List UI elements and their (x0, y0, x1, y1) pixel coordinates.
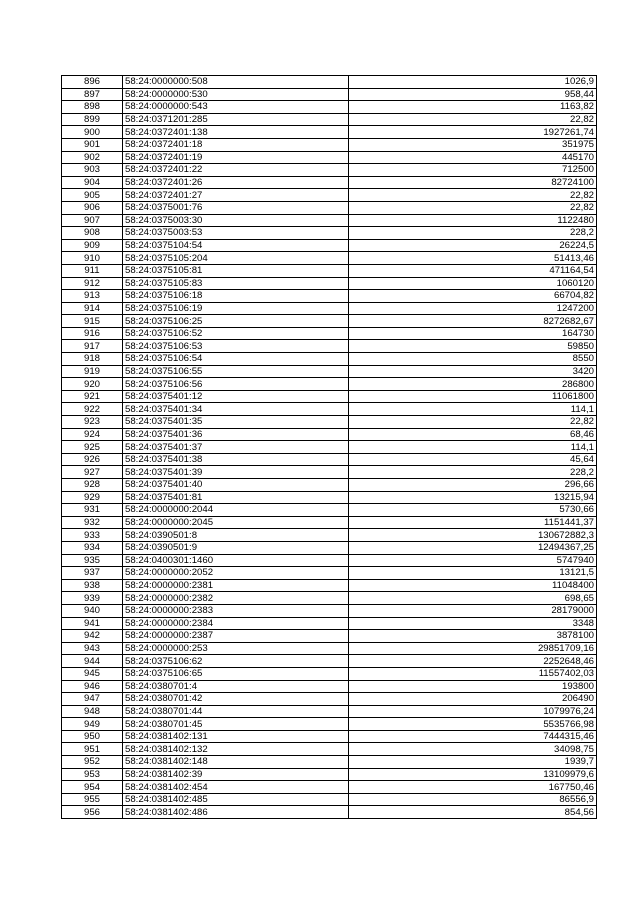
table-row (62, 441, 597, 454)
table-row (62, 718, 597, 731)
cadastral-number-cell: 58:24:0375106:18 (123, 290, 349, 303)
cadastral-number-cell: 58:24:0380701:42 (123, 693, 349, 706)
cadastral-number-cell: 58:24:0000000:2045 (123, 516, 349, 529)
cadastral-number-cell: 58:24:0372401:19 (123, 151, 349, 164)
value-cell: 29851709,16 (349, 642, 597, 655)
cadastral-number-cell: 58:24:0381402:131 (123, 730, 349, 743)
value-cell: 34098,75 (349, 743, 597, 756)
row-number-cell: 904 (62, 176, 123, 189)
row-number-cell: 950 (62, 730, 123, 743)
cadastral-number-cell: 58:24:0371201:285 (123, 113, 349, 126)
value-cell: 1079976,24 (349, 705, 597, 718)
table-row (62, 781, 597, 794)
cadastral-number-cell: 58:24:0381402:485 (123, 793, 349, 806)
cadastral-number-cell: 58:24:0375106:19 (123, 302, 349, 315)
value-cell: 1122480 (349, 214, 597, 227)
cadastral-number-cell: 58:24:0375106:53 (123, 340, 349, 353)
value-cell: 167750,46 (349, 781, 597, 794)
cadastral-number-cell: 58:24:0000000:508 (123, 76, 349, 89)
row-number-cell: 921 (62, 390, 123, 403)
value-cell: 1026,9 (349, 76, 597, 89)
value-cell: 45,64 (349, 453, 597, 466)
row-number-cell: 949 (62, 718, 123, 731)
table-row (62, 541, 597, 554)
row-number-cell: 951 (62, 743, 123, 756)
row-number-cell: 948 (62, 705, 123, 718)
row-number-cell: 907 (62, 214, 123, 227)
value-cell: 1163,82 (349, 101, 597, 114)
table-row (62, 302, 597, 315)
row-number-cell: 900 (62, 126, 123, 139)
row-number-cell: 956 (62, 806, 123, 819)
cadastral-number-cell: 58:24:0000000:2384 (123, 617, 349, 630)
row-number-cell: 944 (62, 655, 123, 668)
value-cell: 1939,7 (349, 756, 597, 769)
table-body (62, 76, 597, 819)
value-cell: 8550 (349, 353, 597, 366)
cadastral-number-cell: 58:24:0381402:454 (123, 781, 349, 794)
cadastral-number-cell: 58:24:0375106:56 (123, 378, 349, 391)
cadastral-number-cell: 58:24:0000000:253 (123, 642, 349, 655)
cadastral-table-page (61, 75, 597, 819)
cadastral-number-cell: 58:24:0375401:39 (123, 466, 349, 479)
table-row (62, 214, 597, 227)
table-row (62, 504, 597, 517)
row-number-cell: 925 (62, 441, 123, 454)
value-cell: 22,82 (349, 189, 597, 202)
table-row (62, 290, 597, 303)
value-cell: 228,2 (349, 227, 597, 240)
cadastral-number-cell: 58:24:0375401:36 (123, 428, 349, 441)
cadastral-number-cell: 58:24:0375401:40 (123, 479, 349, 492)
row-number-cell: 902 (62, 151, 123, 164)
cadastral-number-cell: 58:24:0381402:148 (123, 756, 349, 769)
value-cell: 114,1 (349, 403, 597, 416)
value-cell: 958,44 (349, 88, 597, 101)
cadastral-number-cell: 58:24:0000000:2381 (123, 579, 349, 592)
row-number-cell: 906 (62, 201, 123, 214)
value-cell: 12494367,25 (349, 541, 597, 554)
value-cell: 59850 (349, 340, 597, 353)
value-cell: 193800 (349, 680, 597, 693)
cadastral-number-cell: 58:24:0375001:76 (123, 201, 349, 214)
value-cell: 1060120 (349, 277, 597, 290)
row-number-cell: 918 (62, 353, 123, 366)
table-row (62, 655, 597, 668)
cadastral-number-cell: 58:24:0375401:34 (123, 403, 349, 416)
table-row (62, 189, 597, 202)
table-row (62, 403, 597, 416)
row-number-cell: 947 (62, 693, 123, 706)
row-number-cell: 931 (62, 504, 123, 517)
row-number-cell: 911 (62, 264, 123, 277)
table-row (62, 554, 597, 567)
value-cell: 1927261,74 (349, 126, 597, 139)
row-number-cell: 934 (62, 541, 123, 554)
table-row (62, 88, 597, 101)
row-number-cell: 909 (62, 239, 123, 252)
cadastral-number-cell: 58:24:0372401:18 (123, 138, 349, 151)
cadastral-number-cell: 58:24:0000000:2382 (123, 592, 349, 605)
row-number-cell: 943 (62, 642, 123, 655)
row-number-cell: 927 (62, 466, 123, 479)
cadastral-value-table (61, 75, 597, 819)
table-row (62, 491, 597, 504)
row-number-cell: 954 (62, 781, 123, 794)
cadastral-number-cell: 58:24:0380701:45 (123, 718, 349, 731)
table-row (62, 176, 597, 189)
table-row (62, 126, 597, 139)
value-cell: 3348 (349, 617, 597, 630)
row-number-cell: 896 (62, 76, 123, 89)
value-cell: 286800 (349, 378, 597, 391)
row-number-cell: 938 (62, 579, 123, 592)
value-cell: 1247200 (349, 302, 597, 315)
value-cell: 68,46 (349, 428, 597, 441)
table-row (62, 252, 597, 265)
cadastral-number-cell: 58:24:0381402:39 (123, 768, 349, 781)
row-number-cell: 914 (62, 302, 123, 315)
table-row (62, 378, 597, 391)
row-number-cell: 916 (62, 327, 123, 340)
row-number-cell: 905 (62, 189, 123, 202)
table-row (62, 529, 597, 542)
table-row (62, 277, 597, 290)
table-row (62, 138, 597, 151)
table-row (62, 693, 597, 706)
cadastral-number-cell: 58:24:0375106:54 (123, 353, 349, 366)
table-row (62, 705, 597, 718)
table-row (62, 516, 597, 529)
table-row (62, 604, 597, 617)
row-number-cell: 923 (62, 416, 123, 429)
value-cell: 3878100 (349, 630, 597, 643)
value-cell: 206490 (349, 693, 597, 706)
table-row (62, 592, 597, 605)
row-number-cell: 928 (62, 479, 123, 492)
row-number-cell: 937 (62, 567, 123, 580)
table-row (62, 453, 597, 466)
cadastral-number-cell: 58:24:0000000:543 (123, 101, 349, 114)
row-number-cell: 922 (62, 403, 123, 416)
value-cell: 164730 (349, 327, 597, 340)
cadastral-number-cell: 58:24:0000000:2044 (123, 504, 349, 517)
value-cell: 114,1 (349, 441, 597, 454)
value-cell: 11048400 (349, 579, 597, 592)
table-row (62, 101, 597, 114)
row-number-cell: 941 (62, 617, 123, 630)
cadastral-number-cell: 58:24:0375401:81 (123, 491, 349, 504)
cadastral-number-cell: 58:24:0381402:132 (123, 743, 349, 756)
table-row (62, 340, 597, 353)
value-cell: 22,82 (349, 201, 597, 214)
cadastral-number-cell: 58:24:0000000:2383 (123, 604, 349, 617)
table-row (62, 479, 597, 492)
value-cell: 5730,66 (349, 504, 597, 517)
cadastral-number-cell: 58:24:0375003:53 (123, 227, 349, 240)
value-cell: 11557402,03 (349, 667, 597, 680)
table-row (62, 680, 597, 693)
cadastral-number-cell: 58:24:0380701:4 (123, 680, 349, 693)
cadastral-number-cell: 58:24:0375106:62 (123, 655, 349, 668)
cadastral-number-cell: 58:24:0375106:55 (123, 365, 349, 378)
table-row (62, 76, 597, 89)
row-number-cell: 952 (62, 756, 123, 769)
row-number-cell: 926 (62, 453, 123, 466)
value-cell: 445170 (349, 151, 597, 164)
cadastral-number-cell: 58:24:0000000:530 (123, 88, 349, 101)
table-row (62, 466, 597, 479)
cadastral-number-cell: 58:24:0375105:81 (123, 264, 349, 277)
table-row (62, 113, 597, 126)
cadastral-number-cell: 58:24:0372401:26 (123, 176, 349, 189)
value-cell: 2252648,46 (349, 655, 597, 668)
value-cell: 7444315,46 (349, 730, 597, 743)
table-row (62, 667, 597, 680)
table-row (62, 617, 597, 630)
table-row (62, 151, 597, 164)
table-row (62, 756, 597, 769)
value-cell: 13121,5 (349, 567, 597, 580)
table-row (62, 768, 597, 781)
value-cell: 66704,82 (349, 290, 597, 303)
cadastral-number-cell: 58:24:0372401:27 (123, 189, 349, 202)
value-cell: 3420 (349, 365, 597, 378)
value-cell: 471164,54 (349, 264, 597, 277)
row-number-cell: 940 (62, 604, 123, 617)
value-cell: 28179000 (349, 604, 597, 617)
cadastral-number-cell: 58:24:0390501:8 (123, 529, 349, 542)
row-number-cell: 899 (62, 113, 123, 126)
cadastral-number-cell: 58:24:0380701:44 (123, 705, 349, 718)
row-number-cell: 933 (62, 529, 123, 542)
row-number-cell: 919 (62, 365, 123, 378)
table-row (62, 315, 597, 328)
cadastral-number-cell: 58:24:0375003:30 (123, 214, 349, 227)
table-row (62, 227, 597, 240)
value-cell: 1151441,37 (349, 516, 597, 529)
cadastral-number-cell: 58:24:0372401:138 (123, 126, 349, 139)
cadastral-number-cell: 58:24:0390501:9 (123, 541, 349, 554)
row-number-cell: 939 (62, 592, 123, 605)
row-number-cell: 910 (62, 252, 123, 265)
row-number-cell: 932 (62, 516, 123, 529)
row-number-cell: 898 (62, 101, 123, 114)
table-row (62, 264, 597, 277)
table-row (62, 743, 597, 756)
table-row (62, 390, 597, 403)
table-row (62, 327, 597, 340)
cadastral-number-cell: 58:24:0372401:22 (123, 164, 349, 177)
cadastral-number-cell: 58:24:0400301:1460 (123, 554, 349, 567)
table-row (62, 806, 597, 819)
value-cell: 854,56 (349, 806, 597, 819)
value-cell: 712500 (349, 164, 597, 177)
value-cell: 82724100 (349, 176, 597, 189)
value-cell: 86556,9 (349, 793, 597, 806)
table-row (62, 567, 597, 580)
row-number-cell: 901 (62, 138, 123, 151)
table-row (62, 416, 597, 429)
row-number-cell: 955 (62, 793, 123, 806)
value-cell: 8272682,67 (349, 315, 597, 328)
value-cell: 228,2 (349, 466, 597, 479)
row-number-cell: 912 (62, 277, 123, 290)
value-cell: 11061800 (349, 390, 597, 403)
value-cell: 351975 (349, 138, 597, 151)
row-number-cell: 929 (62, 491, 123, 504)
cadastral-number-cell: 58:24:0381402:486 (123, 806, 349, 819)
row-number-cell: 935 (62, 554, 123, 567)
row-number-cell: 924 (62, 428, 123, 441)
row-number-cell: 942 (62, 630, 123, 643)
cadastral-number-cell: 58:24:0000000:2387 (123, 630, 349, 643)
table-row (62, 239, 597, 252)
row-number-cell: 917 (62, 340, 123, 353)
value-cell: 26224,5 (349, 239, 597, 252)
value-cell: 698,65 (349, 592, 597, 605)
row-number-cell: 920 (62, 378, 123, 391)
table-row (62, 730, 597, 743)
table-row (62, 353, 597, 366)
value-cell: 22,82 (349, 113, 597, 126)
table-row (62, 630, 597, 643)
table-row (62, 642, 597, 655)
table-row (62, 428, 597, 441)
value-cell: 13215,94 (349, 491, 597, 504)
value-cell: 5535766,98 (349, 718, 597, 731)
value-cell: 51413,46 (349, 252, 597, 265)
value-cell: 5747940 (349, 554, 597, 567)
table-row (62, 164, 597, 177)
row-number-cell: 897 (62, 88, 123, 101)
row-number-cell: 913 (62, 290, 123, 303)
table-row (62, 201, 597, 214)
cadastral-number-cell: 58:24:0375106:52 (123, 327, 349, 340)
table-row (62, 365, 597, 378)
cadastral-number-cell: 58:24:0375401:37 (123, 441, 349, 454)
row-number-cell: 946 (62, 680, 123, 693)
value-cell: 13109979,6 (349, 768, 597, 781)
cadastral-number-cell: 58:24:0375104:54 (123, 239, 349, 252)
cadastral-number-cell: 58:24:0375401:12 (123, 390, 349, 403)
cadastral-number-cell: 58:24:0375106:25 (123, 315, 349, 328)
row-number-cell: 915 (62, 315, 123, 328)
value-cell: 130672882,3 (349, 529, 597, 542)
row-number-cell: 953 (62, 768, 123, 781)
table-row (62, 793, 597, 806)
row-number-cell: 908 (62, 227, 123, 240)
row-number-cell: 903 (62, 164, 123, 177)
row-number-cell: 945 (62, 667, 123, 680)
table-row (62, 579, 597, 592)
cadastral-number-cell: 58:24:0375401:38 (123, 453, 349, 466)
cadastral-number-cell: 58:24:0375401:35 (123, 416, 349, 429)
value-cell: 22,82 (349, 416, 597, 429)
cadastral-number-cell: 58:24:0000000:2052 (123, 567, 349, 580)
value-cell: 296,66 (349, 479, 597, 492)
cadastral-number-cell: 58:24:0375105:204 (123, 252, 349, 265)
cadastral-number-cell: 58:24:0375106:65 (123, 667, 349, 680)
cadastral-number-cell: 58:24:0375105:83 (123, 277, 349, 290)
